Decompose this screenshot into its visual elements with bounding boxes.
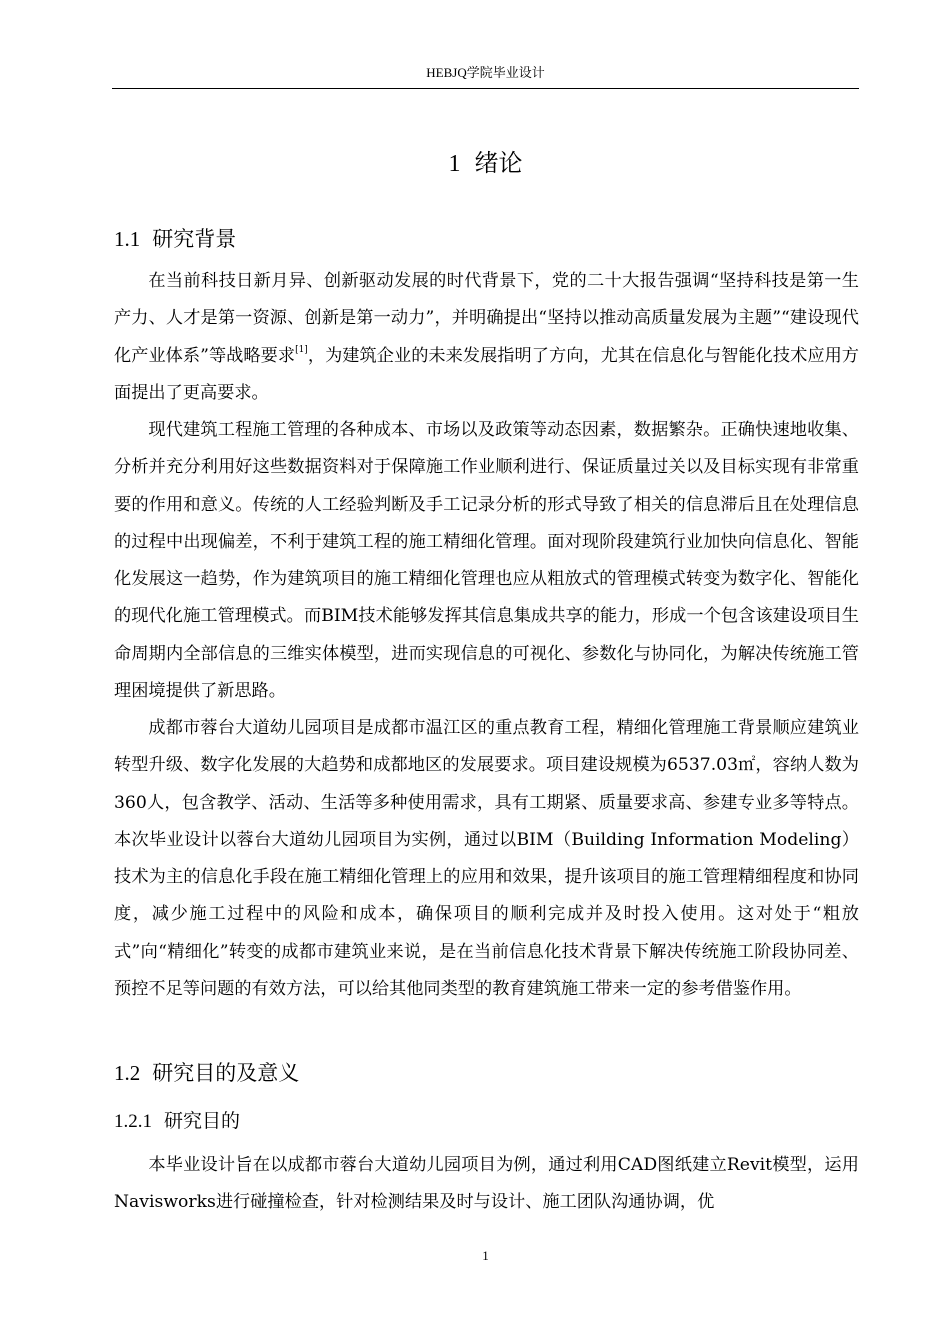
paragraph-background-1 — [114, 263, 859, 412]
paragraph-text: ，为建筑企业的未来发展指明了方向，尤其在信息化与智能化技术应用方面提出了更高要求。 — [114, 345, 859, 403]
section-number: 1.2 — [114, 1061, 141, 1085]
running-header: HEBJQ学院毕业设计 — [426, 65, 545, 80]
paragraph-text: 在当前科技日新月异、创新驱动发展的时代背景下，党的二十大报告强调“坚持科技是第一生产力、人才是第一资源、创新是第一动力”，并明确提出“坚持以推动高质量发展为主题”“建设现代化产业体系”等战略要求 — [114, 271, 859, 366]
chapter-number: 1 — [448, 151, 461, 177]
section-number: 1.1 — [114, 227, 141, 251]
section-heading-1-1 — [114, 224, 236, 254]
chapter-title — [112, 146, 859, 181]
subsection-number: 1.2.1 — [114, 1111, 152, 1132]
paragraph-background-3: 成都市蓉台大道幼儿园项目是成都市温江区的重点教育工程，精细化管理施工背景顺应建筑业转型升级、数字化发展的大趋势和成都地区的发展要求。项目建设规模为6537.03㎡，容纳人数为360人，包含教学、活动、生活等多种使用需求，具有工期紧、质量要求高、参建专业多等特点。本次毕业设计以蓉台大道幼儿园项目为实例，通过以BIM（Building Information Modeling）技术为主的信息化手段在施工精细化管理上的应用和效果，提升该项目的施工管理精细程度和协同度，减少施工过程中的风险和成本，确保项目的顺利完成并及时投入使用。这对处于“粗放式”向“精细化”转变的成都市建筑业来说，是在当前信息化技术背景下解决传统施工阶段协同差、预控不足等问题的有效方法，可以给其他同类型的教育建筑施工带来一定的参考借鉴作用。 — [114, 718, 859, 1000]
section-title: 研究背景 — [152, 227, 237, 251]
subsection-heading-1-2-1 — [114, 1107, 240, 1136]
section-heading-1-2 — [114, 1058, 299, 1088]
paragraph-purpose-1: 本毕业设计旨在以成都市蓉台大道幼儿园项目为例，通过利用CAD图纸建立Revit模型，运用Navisworks进行碰撞检查，针对检测结果及时与设计、施工团队沟通协调，优 — [114, 1155, 859, 1213]
header-rule — [112, 88, 859, 89]
paragraph-background-2: 现代建筑工程施工管理的各种成本、市场以及政策等动态因素，数据繁杂。正确快速地收集、分析并充分利用好这些数据资料对于保障施工作业顺利进行、保证质量过关以及目标实现有非常重要的作用和意义。传统的人工经验判断及手工记录分析的形式导致了相关的信息滞后且在处理信息的过程中出现偏差，不利于建筑工程的施工精细化管理。面对现阶段建筑行业加快向信息化、智能化发展这一趋势，作为建筑项目的施工精细化管理也应从粗放式的管理模式转变为数字化、智能化的现代化施工管理模式。而BIM技术能够发挥其信息集成共享的能力，形成一个包含该建设项目生命周期内全部信息的三维实体模型，进而实现信息的可视化、参数化与协同化，为解决传统施工管理困境提供了新思路。 — [114, 420, 859, 702]
citation-ref[interactable]: [1] — [295, 344, 308, 355]
section-title: 研究目的及意义 — [152, 1061, 300, 1085]
subsection-title: 研究目的 — [164, 1110, 241, 1132]
chapter-title-text: 绪论 — [474, 149, 523, 177]
page-number: 1 — [482, 1248, 489, 1263]
